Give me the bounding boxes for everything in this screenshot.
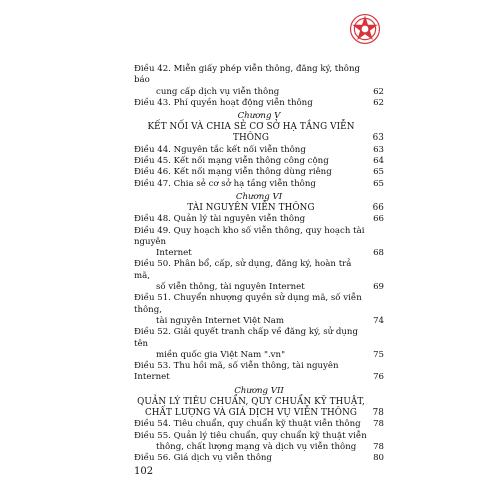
chapter-heading: Chương VI xyxy=(235,191,283,202)
article-title: Quản lý tiêu chuẩn, quy chuẩn kỹ thuật viễn xyxy=(173,430,367,441)
article-title-continued: số viễn thông, tài nguyên Internet xyxy=(156,282,305,293)
page-ref: 66 xyxy=(373,214,384,225)
article-title: Thu hồi mã, số viễn thông, tài nguyên Internet xyxy=(134,361,339,383)
chapter-title-text: QUẢN LÝ TIÊU CHUẨN, QUY CHUẨN KỸ THUẬT, xyxy=(137,396,365,407)
page-ref: 62 xyxy=(373,86,384,97)
toc-entry xyxy=(134,179,384,190)
toc-entry xyxy=(134,453,384,464)
article-title: Chuyển nhượng quyền sử dụng mã, số viễn thông, xyxy=(134,293,362,315)
article-title: Giải quyết tranh chấp về đăng ký, sử dụng tên xyxy=(134,327,358,349)
article-label: Điều 55. xyxy=(134,430,171,441)
article-label: Điều 43. xyxy=(134,97,171,108)
toc-entry xyxy=(134,145,384,156)
chapter-title-text: KẾT NỐI VÀ CHIA SẺ CƠ SỞ HẠ TẦNG VIỄN THÔNG xyxy=(147,122,355,144)
article-title-continued: tài nguyên Internet Việt Nam xyxy=(156,315,285,326)
article-label: Điều 46. xyxy=(134,167,171,178)
page-ref: 66 xyxy=(372,202,384,213)
page-ref: 63 xyxy=(373,144,384,155)
article-title: Quản lý tài nguyên viễn thông xyxy=(173,214,306,225)
article-label: Điều 52. xyxy=(134,327,171,338)
chapter-title xyxy=(134,122,384,145)
article-label: Điều 47. xyxy=(134,178,171,189)
toc-entry xyxy=(134,293,384,327)
article-title: Phí quyền hoạt động viễn thông xyxy=(173,97,313,108)
article-label: Điều 49. xyxy=(134,225,171,236)
toc-entry xyxy=(134,214,384,225)
chapter-title-text: CHẤT LƯỢNG VÀ GIÁ DỊCH VỤ VIỄN THÔNG xyxy=(144,408,358,419)
article-title: Tiêu chuẩn, quy chuẩn kỹ thuật viễn thông xyxy=(173,419,361,430)
article-title: Nguyên tắc kết nối viễn thông xyxy=(173,144,306,155)
article-label: Điều 56. xyxy=(134,453,171,464)
toc-entry xyxy=(134,327,384,361)
table-of-contents xyxy=(134,64,384,465)
page-ref: 78 xyxy=(373,441,384,452)
toc-entry xyxy=(134,361,384,384)
article-title-continued: cung cấp dịch vụ viễn thông xyxy=(156,86,280,97)
article-label: Điều 50. xyxy=(134,259,171,270)
chapter-title xyxy=(134,203,384,214)
article-title: Kết nối mạng viễn thông công cộng xyxy=(173,156,329,167)
article-label: Điều 48. xyxy=(134,214,171,225)
article-title-continued: thông, chất lượng mạng và dịch vụ viễn thông xyxy=(156,441,357,452)
article-label: Điều 44. xyxy=(134,144,171,155)
toc-entry xyxy=(134,167,384,178)
article-title-continued: miền quốc gia Việt Nam ".vn" xyxy=(156,349,286,360)
article-title-continued: Internet xyxy=(156,248,192,259)
chapter-heading: Chương VII xyxy=(234,385,284,396)
page-ref: 78 xyxy=(373,419,384,430)
page-number: 102 xyxy=(134,466,154,477)
article-title: Kết nối mạng viễn thông dùng riêng xyxy=(173,167,332,178)
page-ref: 74 xyxy=(373,315,384,326)
article-label: Điều 54. xyxy=(134,419,171,430)
page-ref: 78 xyxy=(372,408,384,419)
article-label: Điều 42. xyxy=(134,64,171,74)
toc-entry xyxy=(134,64,384,98)
star-emblem-icon xyxy=(348,12,382,46)
page-ref: 63 xyxy=(372,133,384,144)
article-label: Điều 51. xyxy=(134,293,171,304)
page-ref: 65 xyxy=(373,167,384,178)
page-ref: 62 xyxy=(373,97,384,108)
article-title: Chia sẻ cơ sở hạ tầng viễn thông xyxy=(173,178,316,189)
toc-entry xyxy=(134,259,384,293)
page-ref: 75 xyxy=(373,349,384,360)
page-ref: 76 xyxy=(373,372,384,383)
article-title: Giá dịch vụ viễn thông xyxy=(173,453,272,464)
page-ref: 69 xyxy=(373,282,384,293)
chapter-title-text: TÀI NGUYÊN VIỄN THÔNG xyxy=(187,202,315,213)
toc-entry xyxy=(134,98,384,109)
chapter-title xyxy=(134,408,384,419)
toc-entry xyxy=(134,431,384,454)
article-label: Điều 53. xyxy=(134,361,171,372)
toc-entry xyxy=(134,156,384,167)
page-ref: 64 xyxy=(373,156,384,167)
article-title: Phân bổ, cấp, sử dụng, đăng ký, hoàn trả mã, xyxy=(134,259,352,281)
toc-entry xyxy=(134,226,384,260)
article-label: Điều 45. xyxy=(134,156,171,167)
article-title: Miễn giấy phép viễn thông, đăng ký, thông báo xyxy=(134,64,360,86)
toc-entry xyxy=(134,419,384,430)
page-ref: 68 xyxy=(373,248,384,259)
article-title: Quy hoạch kho số viễn thông, quy hoạch tài nguyên xyxy=(134,225,365,247)
page-ref: 65 xyxy=(373,178,384,189)
chapter-title xyxy=(134,397,384,408)
chapter-heading: Chương V xyxy=(237,111,281,122)
page-ref: 80 xyxy=(373,453,384,464)
